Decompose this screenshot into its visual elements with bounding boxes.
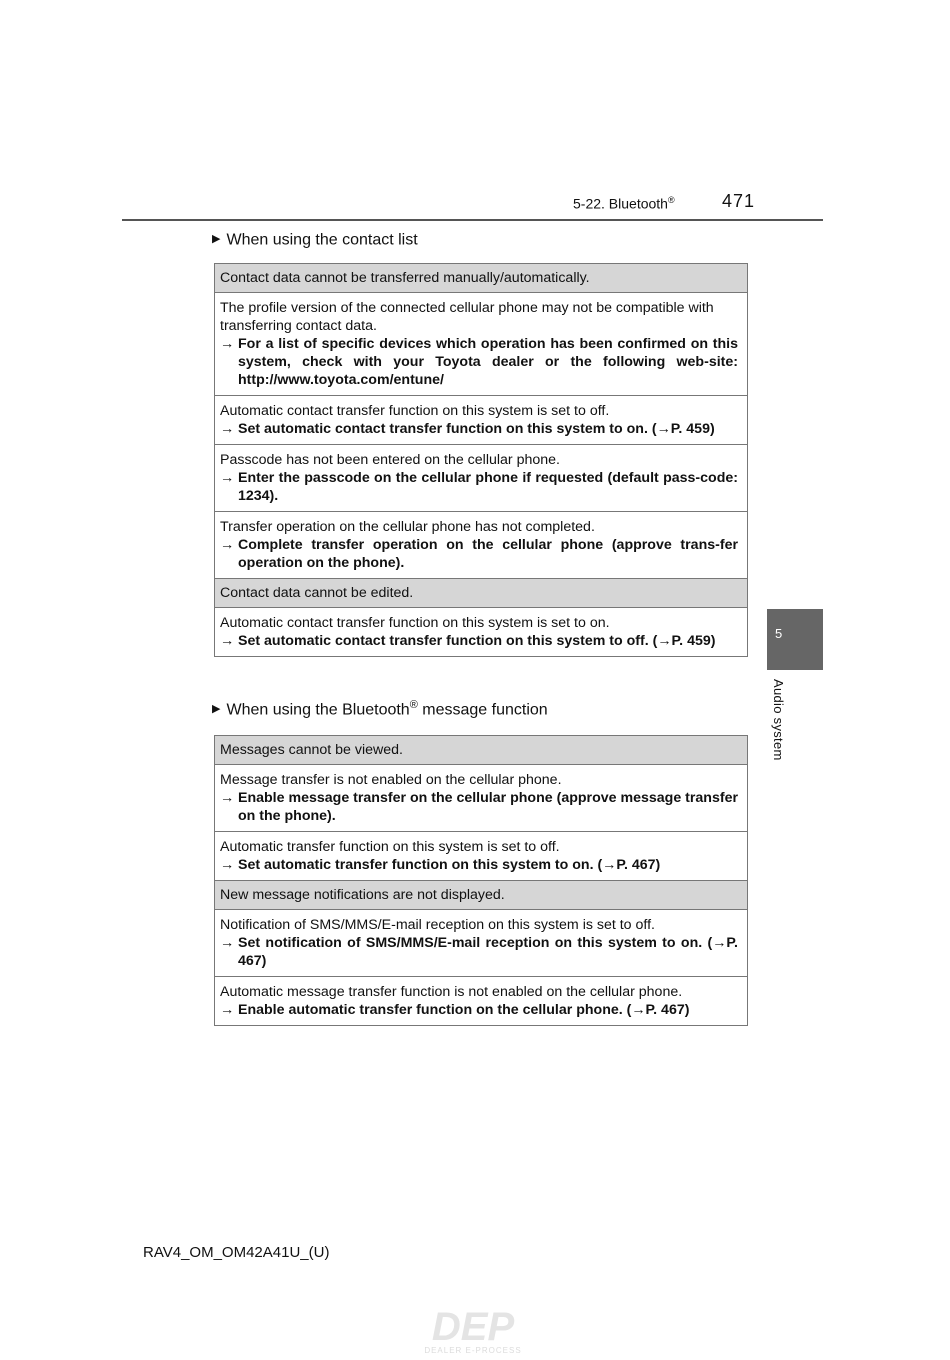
watermark-logo-text: DEP (431, 1305, 515, 1349)
header-section-title: 5-22. Bluetooth (573, 195, 668, 212)
arrow-right-icon: → (220, 633, 235, 649)
remedy (220, 1001, 738, 1019)
running-header (573, 195, 675, 212)
cause-remedy-row (215, 977, 747, 1025)
arrow-right-icon: → (220, 935, 235, 951)
arrow-right-icon: → (220, 857, 235, 873)
cause-remedy-row (215, 445, 747, 512)
chapter-tab-label: Audio system (771, 679, 786, 761)
symptom-heading: Messages cannot be viewed. (215, 736, 747, 765)
arrow-right-icon: → (220, 537, 235, 553)
remedy (220, 632, 738, 650)
arrow-right-icon: → (220, 336, 235, 352)
arrow-right-icon: → (220, 470, 235, 486)
cause-text: Transfer operation on the cellular phone has not completed. (220, 519, 595, 535)
remedy (220, 335, 738, 389)
remedy-text: Enable automatic transfer function on the cellular phone. (→P. 467) (238, 1002, 690, 1018)
arrow-right-icon: → (220, 790, 235, 806)
cause-remedy-row (215, 765, 747, 832)
section-heading-message-function (212, 699, 548, 719)
section-heading-suffix: message function (417, 701, 548, 719)
dealer-eprocess-watermark-logo (408, 1304, 538, 1356)
symptom-heading: Contact data cannot be edited. (215, 579, 747, 608)
document-code: RAV4_OM_OM42A41U_(U) (143, 1244, 330, 1261)
remedy-text: Complete transfer operation on the cellular phone (approve trans-fer operation on the phone). (238, 537, 738, 571)
triangle-right-icon: ▶ (212, 233, 221, 246)
remedy-text: Enable message transfer on the cellular phone (approve message transfer on the phone). (238, 790, 738, 824)
remedy-text: Set notification of SMS/MMS/E-mail reception on this system to on. (→P. 467) (238, 935, 738, 969)
cause-text: Passcode has not been entered on the cellular phone. (220, 452, 560, 468)
chapter-tab-number: 5 (775, 626, 783, 641)
arrow-right-icon: → (220, 1002, 235, 1018)
triangle-right-icon: ▶ (212, 703, 221, 716)
cause-text: Automatic transfer function on this system is set to off. (220, 839, 560, 855)
remedy (220, 536, 738, 572)
remedy (220, 856, 738, 874)
cause-remedy-row (215, 832, 747, 881)
cause-remedy-row (215, 293, 747, 396)
cause-remedy-row (215, 608, 747, 656)
cause-remedy-row (215, 396, 747, 445)
cause-text: The profile version of the connected cellular phone may not be compatible with transferring contact data. (220, 300, 714, 334)
symptom-heading: Contact data cannot be transferred manually/automatically. (215, 264, 747, 293)
cause-text: Automatic message transfer function is not enabled on the cellular phone. (220, 984, 683, 1000)
cause-text: Message transfer is not enabled on the cellular phone. (220, 772, 562, 788)
watermark-tagline-text: DEALER E-PROCESS (424, 1346, 522, 1355)
remedy-text: Set automatic transfer function on this system to on. (→P. 467) (238, 857, 661, 873)
remedy-text: Set automatic contact transfer function on this system to on. (→P. 459) (238, 421, 715, 437)
chapter-tab (767, 609, 823, 670)
header-registered-mark: ® (667, 195, 675, 205)
section-heading-contact-list (212, 229, 418, 249)
section-heading-text: When using the Bluetooth (226, 701, 410, 719)
remedy (220, 469, 738, 505)
header-divider (122, 219, 823, 221)
section-heading-text: When using the contact list (226, 231, 418, 249)
cause-text: Automatic contact transfer function on this system is set to off. (220, 403, 610, 419)
remedy (220, 934, 738, 970)
cause-text: Notification of SMS/MMS/E-mail reception on this system is set to off. (220, 917, 655, 933)
remedy-text: Enter the passcode on the cellular phone if requested (default pass-code: 1234). (238, 470, 738, 504)
symptom-heading: New message notifications are not displayed. (215, 881, 747, 910)
remedy (220, 420, 738, 438)
cause-remedy-row (215, 910, 747, 977)
contact-list-troubleshooting-table (214, 263, 748, 657)
page-number: 471 (722, 191, 756, 211)
remedy (220, 789, 738, 825)
message-function-troubleshooting-table (214, 735, 748, 1026)
arrow-right-icon: → (220, 421, 235, 437)
section-heading-sup: ® (409, 699, 418, 711)
remedy-text: Set automatic contact transfer function on this system to off. (→P. 459) (238, 633, 716, 649)
cause-remedy-row (215, 512, 747, 579)
remedy-text: For a list of specific devices which operation has been confirmed on this system, check with your Toyota dealer or the following web-site: http://www.toyota.com/entune/ (238, 336, 738, 388)
cause-text: Automatic contact transfer function on this system is set to on. (220, 615, 610, 631)
